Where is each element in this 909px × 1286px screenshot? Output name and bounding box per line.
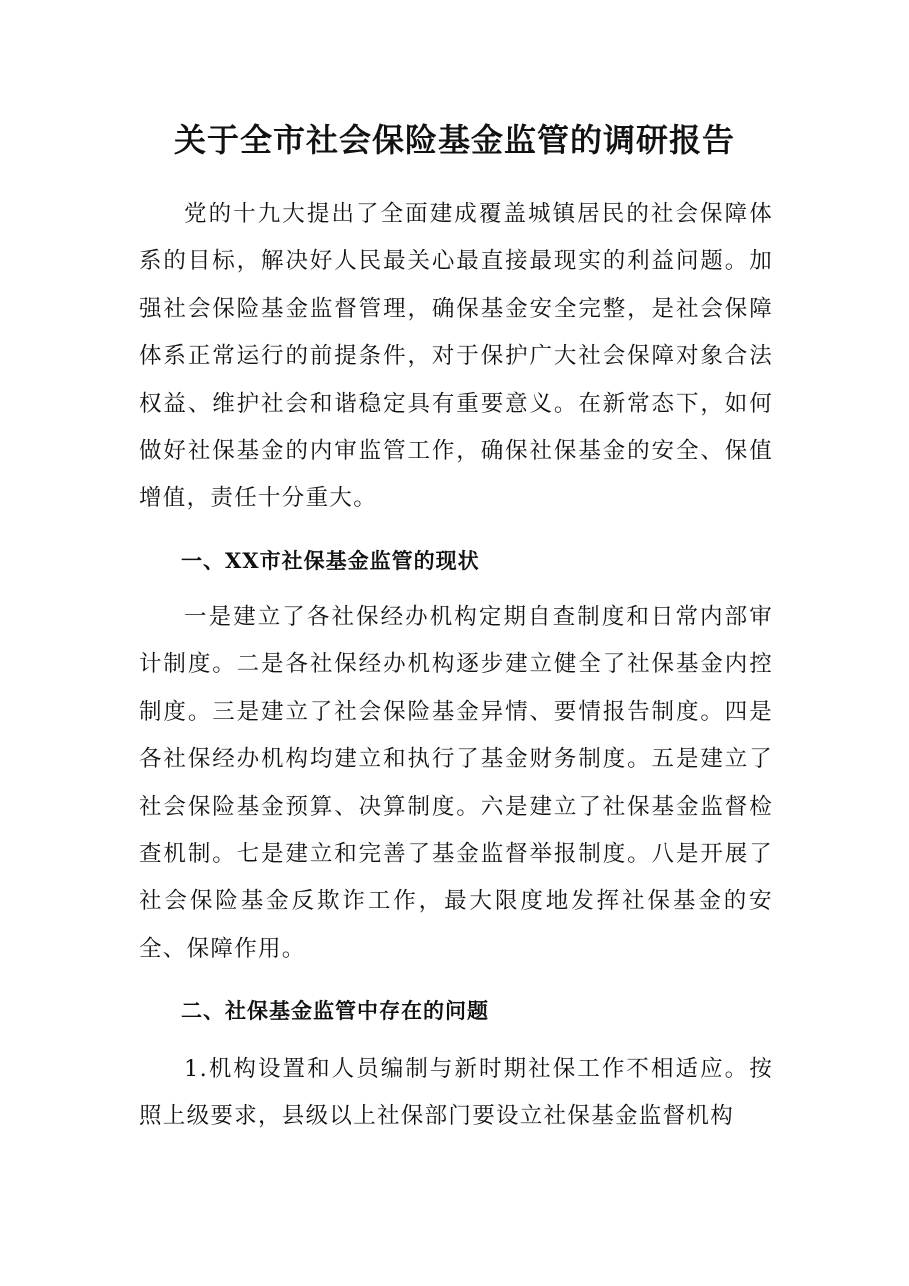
paragraph-intro: 党的十九大提出了全面建成覆盖城镇居民的社会保障体系的目标，解决好人民最关心最直接最现实的利益问题。加强社会保险基金监督管理，确保基金安全完整，是社会保障体系正常运行的前提条件，对于保护广大社会保障对象合法权益、维护社会和谐稳定具有重要意义。在新常态下，如何做好社保基金的内审监管工作，确保社保基金的安全、保值增值，责任十分重大。 [139,201,773,512]
document-title: 关于全市社会保险基金监管的调研报告 [173,121,735,159]
paragraph-problem-1: 1.机构设置和人员编制与新时期社保工作不相适应。按照上级要求，县级以上社保部门要设立社保基金监督机构 [139,1056,773,1130]
section-heading-status: 一、XX市社保基金监管的现状 [181,548,480,573]
paragraph-status: 一是建立了各社保经办机构定期自查制度和日常内部审计制度。二是各社保经办机构逐步建立健全了社保基金内控制度。三是建立了社会保险基金异情、要情报告制度。四是各社保经办机构均建立和执行了基金财务制度。五是建立了社会保险基金预算、决算制度。六是建立了社保基金监督检查机制。七是建立和完善了基金监督举报制度。八是开展了社会保险基金反欺诈工作，最大限度地发挥社保基金的安全、保障作用。 [139,604,773,962]
section-heading-problems: 二、社保基金监管中存在的问题 [181,998,489,1023]
